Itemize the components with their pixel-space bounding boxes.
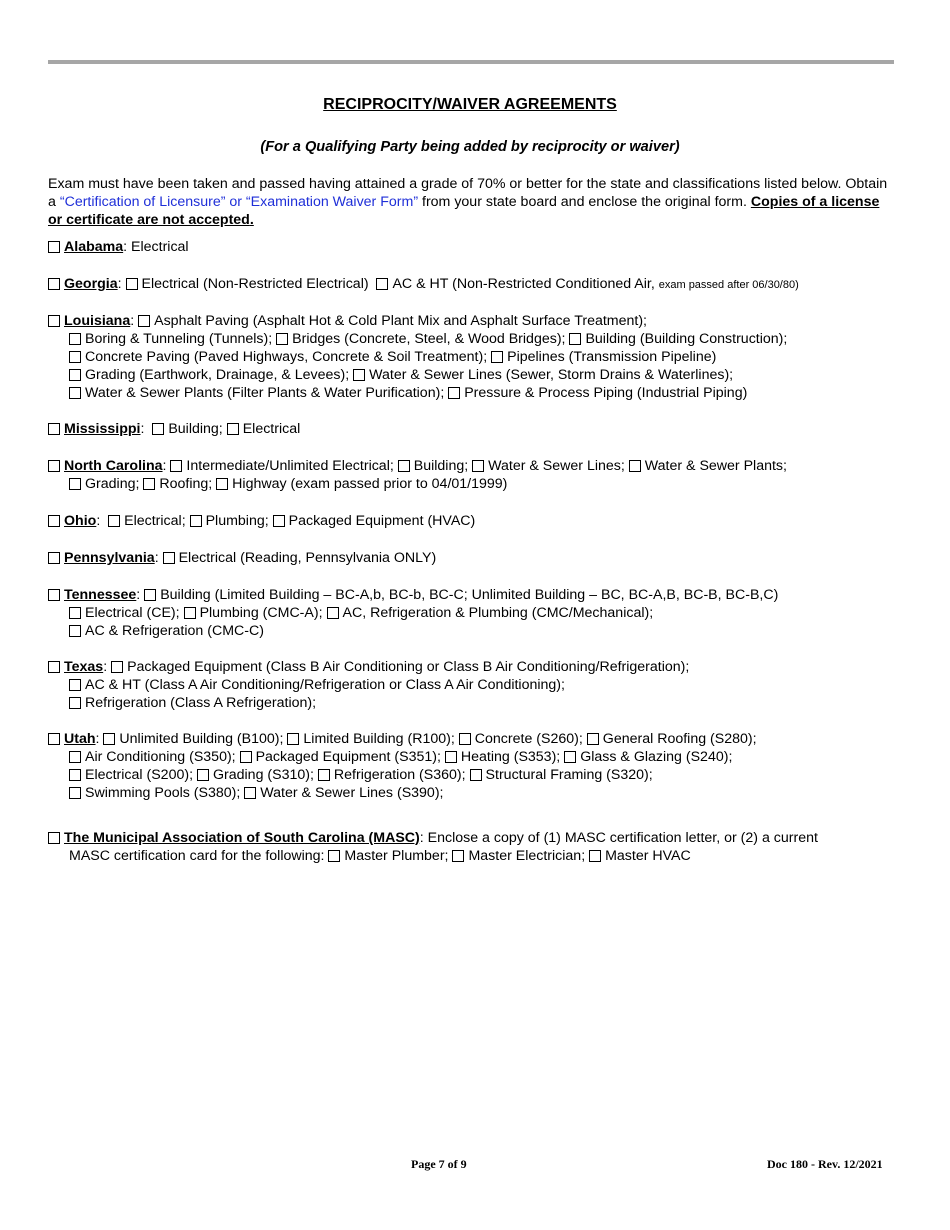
- checkbox-mississippi[interactable]: [48, 423, 60, 435]
- section-texas: Texas: Packaged Equipment (Class B Air Conditioning or Class B Air Conditioning/Refrigeration); AC & HT (Class A Air Conditioning/Refrigeration or Class A Air Conditioning); Refrigeration (Class A Refrigeration);: [48, 658, 898, 712]
- checkbox-option[interactable]: [376, 278, 388, 290]
- checkbox-option[interactable]: [276, 333, 288, 345]
- checkbox-option[interactable]: [318, 769, 330, 781]
- checkbox-option[interactable]: [569, 333, 581, 345]
- section-north-carolina: North Carolina: Intermediate/Unlimited Electrical; Building; Water & Sewer Lines; Water & Sewer Plants; Grading; Roofing; Highway (exam passed prior to 04/01/1999): [48, 457, 898, 493]
- section-tennessee: Tennessee: Building (Limited Building – BC-A,b, BC-b, BC-C; Unlimited Building – BC, BC-A,B, BC-B, BC-B,C) Electrical (CE); Plumbing (CMC-A); AC, Refrigeration & Plumbing (CMC/Mechanical); AC & Refrigeration (CMC-C): [48, 586, 898, 640]
- checkbox-north-carolina[interactable]: [48, 460, 60, 472]
- checkbox-option[interactable]: [445, 751, 457, 763]
- checkbox-option[interactable]: [448, 387, 460, 399]
- state-name: Georgia: [64, 276, 118, 292]
- checkbox-option[interactable]: [69, 387, 81, 399]
- checkbox-option[interactable]: [69, 351, 81, 363]
- checkbox-option[interactable]: [69, 478, 81, 490]
- checkbox-option[interactable]: [69, 369, 81, 381]
- state-name: Texas: [64, 659, 104, 675]
- intro-paragraph: Exam must have been taken and passed having attained a grade of 70% or better for the state and classifications listed below. Obtain a “Certification of Licensure” or “Examination Waiver Form” from your state board and enclose the original form. Copies of a license or certificate are not accepted.: [48, 176, 888, 228]
- doc-revision: Doc 180 - Rev. 12/2021: [767, 1157, 883, 1171]
- checkbox-option[interactable]: [197, 769, 209, 781]
- checkbox-option[interactable]: [69, 751, 81, 763]
- state-name: Utah: [64, 731, 96, 747]
- checkbox-option[interactable]: [69, 679, 81, 691]
- section-louisiana: Louisiana: Asphalt Paving (Asphalt Hot & Cold Plant Mix and Asphalt Surface Treatment); Boring & Tunneling (Tunnels); Bridges (Concrete, Steel, & Wood Bridges); Building (Building Construction); Concrete Paving (Paved Highways, Concrete & Soil Treatment); Pipelines (Transmission Pipeline) Grading (Earthwork, Drainage, & Levees); Water & Sewer Lines (Sewer, Storm Drains & Waterlines); Water & Sewer Plants (Filter Plants & Water Purification); Pressure & Process Piping (Industrial Piping): [48, 312, 898, 402]
- checkbox-ohio[interactable]: [48, 515, 60, 527]
- checkbox-option[interactable]: [69, 607, 81, 619]
- checkbox-alabama[interactable]: [48, 241, 60, 253]
- form-link[interactable]: “Certification of Licensure” or “Examination Waiver Form”: [59, 194, 419, 210]
- checkbox-option[interactable]: [143, 478, 155, 490]
- checkbox-pennsylvania[interactable]: [48, 552, 60, 564]
- state-name: North Carolina: [64, 458, 163, 474]
- checkbox-option[interactable]: [472, 460, 484, 472]
- checkbox-option[interactable]: [108, 515, 120, 527]
- checkbox-option[interactable]: [184, 607, 196, 619]
- state-name: Mississippi: [64, 421, 141, 437]
- checkbox-option[interactable]: [240, 751, 252, 763]
- top-divider: [48, 60, 894, 64]
- checkbox-option[interactable]: [629, 460, 641, 472]
- checkbox-option[interactable]: [328, 850, 340, 862]
- checkbox-option[interactable]: [589, 850, 601, 862]
- checkbox-option[interactable]: [398, 460, 410, 472]
- checkbox-option[interactable]: [111, 661, 123, 673]
- checkbox-option[interactable]: [353, 369, 365, 381]
- checkbox-option[interactable]: [69, 787, 81, 799]
- checkbox-option[interactable]: [152, 423, 164, 435]
- state-name: Pennsylvania: [64, 550, 155, 566]
- checkbox-option[interactable]: [470, 769, 482, 781]
- checkbox-option[interactable]: [452, 850, 464, 862]
- checkbox-option[interactable]: [491, 351, 503, 363]
- checkbox-option[interactable]: [227, 423, 239, 435]
- section-alabama: Alabama: Electrical: [48, 238, 898, 256]
- checkbox-option[interactable]: [103, 733, 115, 745]
- section-utah: Utah: Unlimited Building (B100); Limited Building (R100); Concrete (S260); General Roofing (S280); Air Conditioning (S350); Packaged Equipment (S351); Heating (S353); Glass & Glazing (S240); Electrical (S200); Grading (S310); Refrigeration (S360); Structural Framing (S320); Swimming Pools (S380); Water & Sewer Lines (S390);: [48, 730, 898, 802]
- checkbox-louisiana[interactable]: [48, 315, 60, 327]
- checkbox-option[interactable]: [190, 515, 202, 527]
- checkbox-option[interactable]: [144, 589, 156, 601]
- checkbox-option[interactable]: [273, 515, 285, 527]
- section-georgia: Georgia: Electrical (Non-Restricted Electrical) AC & HT (Non-Restricted Conditioned Air, exam passed after 06/30/80): [48, 275, 898, 293]
- checkbox-masc[interactable]: [48, 832, 60, 844]
- checkbox-texas[interactable]: [48, 661, 60, 673]
- page-title: RECIPROCITY/WAIVER AGREEMENTS: [323, 96, 617, 113]
- checkbox-option[interactable]: [327, 607, 339, 619]
- page-number: Page 7 of 9: [411, 1157, 467, 1171]
- checkbox-option[interactable]: [126, 278, 138, 290]
- section-pennsylvania: Pennsylvania: Electrical (Reading, Pennsylvania ONLY): [48, 549, 898, 567]
- state-name: The Municipal Association of South Carolina (MASC): [64, 830, 420, 846]
- checkbox-tennessee[interactable]: [48, 589, 60, 601]
- section-ohio: Ohio: Electrical; Plumbing; Packaged Equipment (HVAC): [48, 512, 898, 530]
- checkbox-option[interactable]: [163, 552, 175, 564]
- section-masc: The Municipal Association of South Carolina (MASC): Enclose a copy of (1) MASC certification letter, or (2) a current MASC certification card for the following: Master Plumber; Master Electrician; Master HVAC: [48, 829, 898, 865]
- section-mississippi: Mississippi: Building; Electrical: [48, 420, 898, 438]
- state-name: Tennessee: [64, 587, 137, 603]
- checkbox-option[interactable]: [170, 460, 182, 472]
- checkbox-option[interactable]: [69, 333, 81, 345]
- state-name: Ohio: [64, 513, 97, 529]
- page-subtitle: (For a Qualifying Party being added by reciprocity or waiver): [260, 139, 680, 155]
- checkbox-option[interactable]: [459, 733, 471, 745]
- checkbox-option[interactable]: [69, 625, 81, 637]
- checkbox-option[interactable]: [69, 769, 81, 781]
- state-name: Alabama: [64, 239, 124, 255]
- checkbox-option[interactable]: [216, 478, 228, 490]
- checkbox-option[interactable]: [244, 787, 256, 799]
- checkbox-option[interactable]: [138, 315, 150, 327]
- state-name: Louisiana: [64, 313, 131, 329]
- checkbox-option[interactable]: [587, 733, 599, 745]
- checkbox-option[interactable]: [287, 733, 299, 745]
- copies-warning: Copies of a license or certificate are not accepted: [48, 194, 880, 228]
- checkbox-utah[interactable]: [48, 733, 60, 745]
- checkbox-georgia[interactable]: [48, 278, 60, 290]
- checkbox-option[interactable]: [564, 751, 576, 763]
- checkbox-option[interactable]: [69, 697, 81, 709]
